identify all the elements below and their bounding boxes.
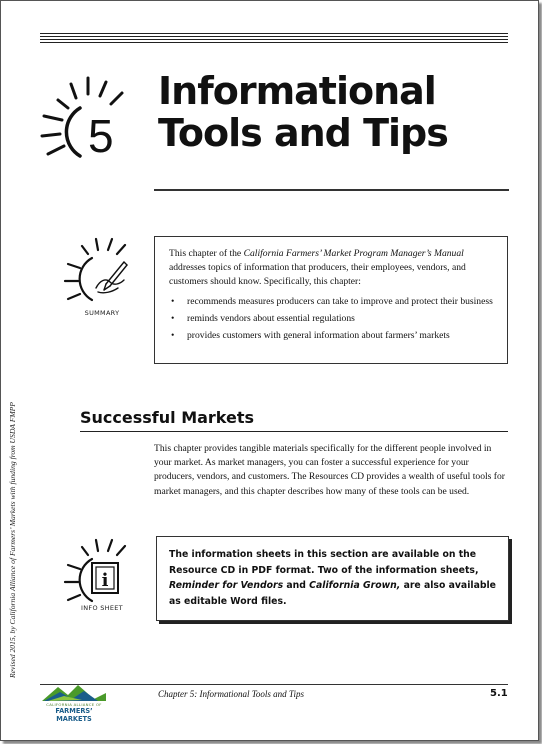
info-text2: are also available as editable Word files.: [169, 580, 496, 607]
footer-chapter-label: Chapter 5: Informational Tools and Tips: [158, 689, 304, 699]
summary-bullet: • provides customers with general information about farmers’ markets: [169, 329, 493, 343]
summary-bullet: • reminds vendors about essential regulations: [169, 312, 493, 326]
header-decorative-rules: [40, 33, 508, 47]
info-title-california-grown: California Grown,: [309, 580, 401, 591]
info-sheet-box: [156, 536, 509, 621]
summary-intro: [169, 247, 493, 290]
section-heading: Successful Markets: [80, 408, 255, 427]
summary-bullet: • recommends measures producers can take to improve and protect their business: [169, 295, 493, 309]
summary-icon: [62, 236, 146, 316]
footer-divider: [40, 684, 508, 685]
summary-icon-label: SUMMARY: [84, 309, 120, 317]
summary-intro-text2: addresses topics of information that producers, their employees, vendors, and customers should know. Specifically, this chapter:: [169, 262, 466, 288]
chapter-number: 5: [88, 110, 114, 162]
info-title-reminder: Reminder for Vendors: [169, 580, 284, 591]
logo-text-bottom: FARMERS’ MARKETS: [55, 707, 93, 723]
info-sheet-icon-label: INFO SHEET: [81, 604, 123, 612]
section-divider: [80, 431, 508, 432]
summary-bullet-list: [169, 295, 493, 344]
chapter-title-line2: Tools and Tips: [158, 111, 448, 155]
chapter-title-line1: Informational: [158, 69, 436, 113]
info-text-and: and: [283, 580, 310, 591]
logo-text-top: CALIFORNIA ALLIANCE OF: [46, 702, 102, 707]
summary-intro-text1: This chapter of the: [169, 248, 244, 259]
page-number: 5.1: [490, 688, 508, 699]
section-paragraph: This chapter provides tangible materials specifically for the different people involved in your market. As market managers, you can foster a successful experience for your producers, vendors, and customers. The Resources CD provides a wealth of useful tools for market managers, and this chapter describes how many of these tools can be used.: [154, 443, 505, 497]
title-divider: [154, 189, 509, 191]
summary-manual-title: California Farmers’ Market Program Manager’s Manual: [243, 248, 464, 259]
side-credit-text: Revised 2015, by California Alliance of Farmers’ Markets with funding from USDA FMPP: [8, 402, 17, 678]
summary-box: [154, 236, 508, 364]
info-text1: The information sheets in this section are available on the Resource CD in PDF format. Two of the information sheets,: [169, 549, 479, 576]
svg-text:i: i: [101, 570, 109, 591]
chapter-title: [158, 70, 448, 154]
chapter-sun-icon: [38, 64, 138, 164]
